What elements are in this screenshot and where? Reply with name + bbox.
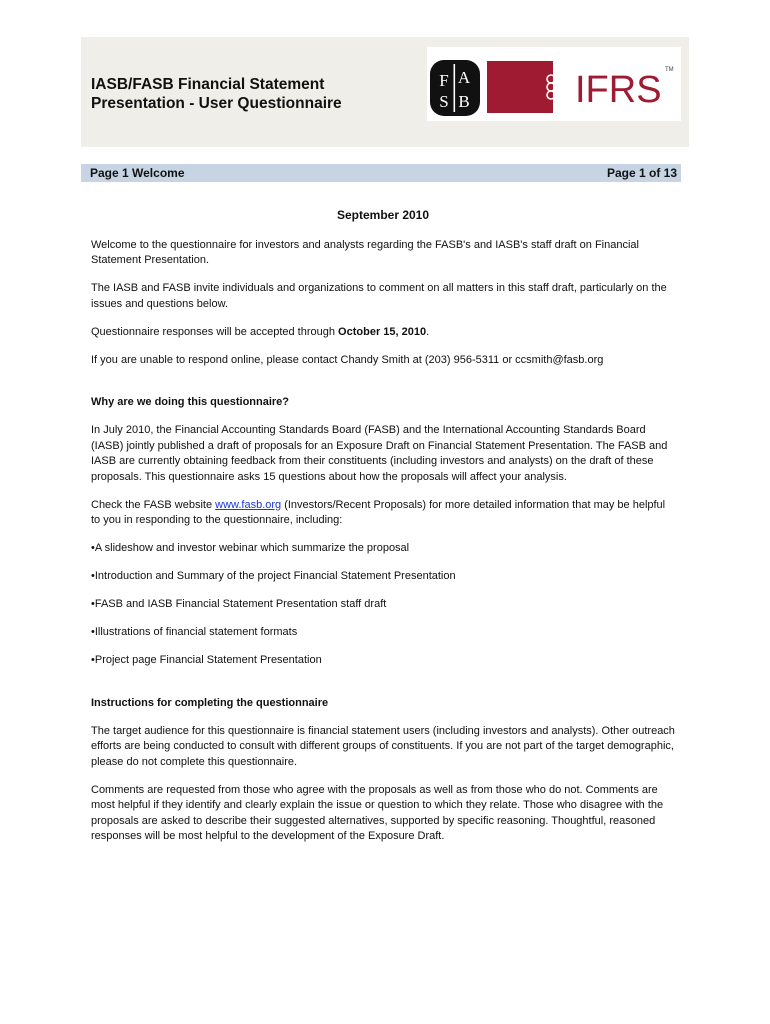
fasb-letter-s: S — [439, 92, 449, 111]
page-counter: Page 1 of 13 — [606, 166, 677, 180]
bullet-item: •Project page Financial Statement Presentation — [91, 654, 322, 666]
deadline-date: October 15, 2010 — [338, 325, 427, 338]
bullet-item: •FASB and IASB Financial Statement Presentation staff draft — [91, 598, 387, 610]
intro-paragraph-2: The IASB and FASB invite individuals and organizations to comment on all matters in this staff draft, particularly on the issues and questions below. — [91, 282, 667, 310]
document-title — [91, 75, 342, 113]
deadline-paragraph — [91, 325, 675, 341]
instructions-paragraph-2: Comments are requested from those who agree with the proposals as well as from those who do not. Comments are most helpful if they identify and clearly explain the issue or question to which they relate. Those who disagree with the proposals are asked to describe their suggested alternatives, supported by specific reasoning. Thoughtful, reasoned responses will be most helpful to the development of the Exposure Draft. — [91, 783, 664, 842]
fasb-website-link[interactable]: www.fasb.org — [215, 498, 282, 511]
deadline-suffix: . — [426, 325, 430, 338]
ifrs-trademark: TM — [665, 67, 674, 73]
title-line-1: IASB/FASB Financial Statement — [91, 76, 325, 93]
welcome-content — [91, 208, 675, 857]
ifrs-logo — [487, 59, 677, 115]
why-heading: Why are we doing this questionnaire? — [91, 396, 290, 408]
bullet-item: •Introduction and Summary of the project Financial Statement Presentation — [91, 570, 456, 582]
instructions-paragraph-1: The target audience for this questionnaire is financial statement users (including investors and analysts). Other outreach efforts are being conducted to consult with different groups of constituents. If you are not part of the target demographic, please do not complete this questionnaire. — [91, 724, 675, 768]
fasb-letter-f: F — [439, 71, 449, 90]
document-header — [81, 37, 689, 147]
fasb-letter-a: A — [457, 68, 471, 87]
check-website-paragraph — [91, 498, 675, 529]
contact-paragraph: If you are unable to respond online, please contact Chandy Smith at (203) 956-5311 or ccsmith@fasb.org — [91, 353, 604, 366]
ifrs-wordmark: IFRS — [575, 69, 662, 111]
fasb-letter-b: B — [458, 92, 470, 111]
page-indicator-bar — [81, 164, 681, 182]
intro-paragraph-1: Welcome to the questionnaire for investors and analysts regarding the FASB's and IASB's staff draft on Financial Statement Presentation. — [91, 238, 639, 266]
check-suffix: (Investors/Recent Proposals) for more detailed information that may be helpful to you in responding to the questionnaire, including: — [91, 498, 666, 526]
logo-area — [427, 47, 681, 121]
page-name: Page 1 Welcome — [90, 166, 185, 180]
why-paragraph: In July 2010, the Financial Accounting Standards Board (FASB) and the International Accounting Standards Board (IASB) jointly published a draft of proposals for an Exposure Draft on Financial Statement Presentation. The FASB and IASB are currently obtaining feedback from their constituents (including investors and analysts) on the draft of these proposals. This questionnaire asks 15 questions about how the proposals will affect your analysis. — [91, 424, 668, 483]
bullet-item: •Illustrations of financial statement formats — [91, 626, 298, 638]
fasb-logo — [429, 59, 481, 117]
title-line-2: Presentation - User Questionnaire — [91, 95, 342, 112]
deadline-prefix: Questionnaire responses will be accepted through — [91, 325, 339, 338]
instructions-heading: Instructions for completing the questionnaire — [91, 696, 329, 709]
bullet-item: •A slideshow and investor webinar which summarize the proposal — [91, 542, 410, 554]
document-date: September 2010 — [336, 208, 430, 222]
check-prefix: Check the FASB website — [91, 498, 216, 511]
